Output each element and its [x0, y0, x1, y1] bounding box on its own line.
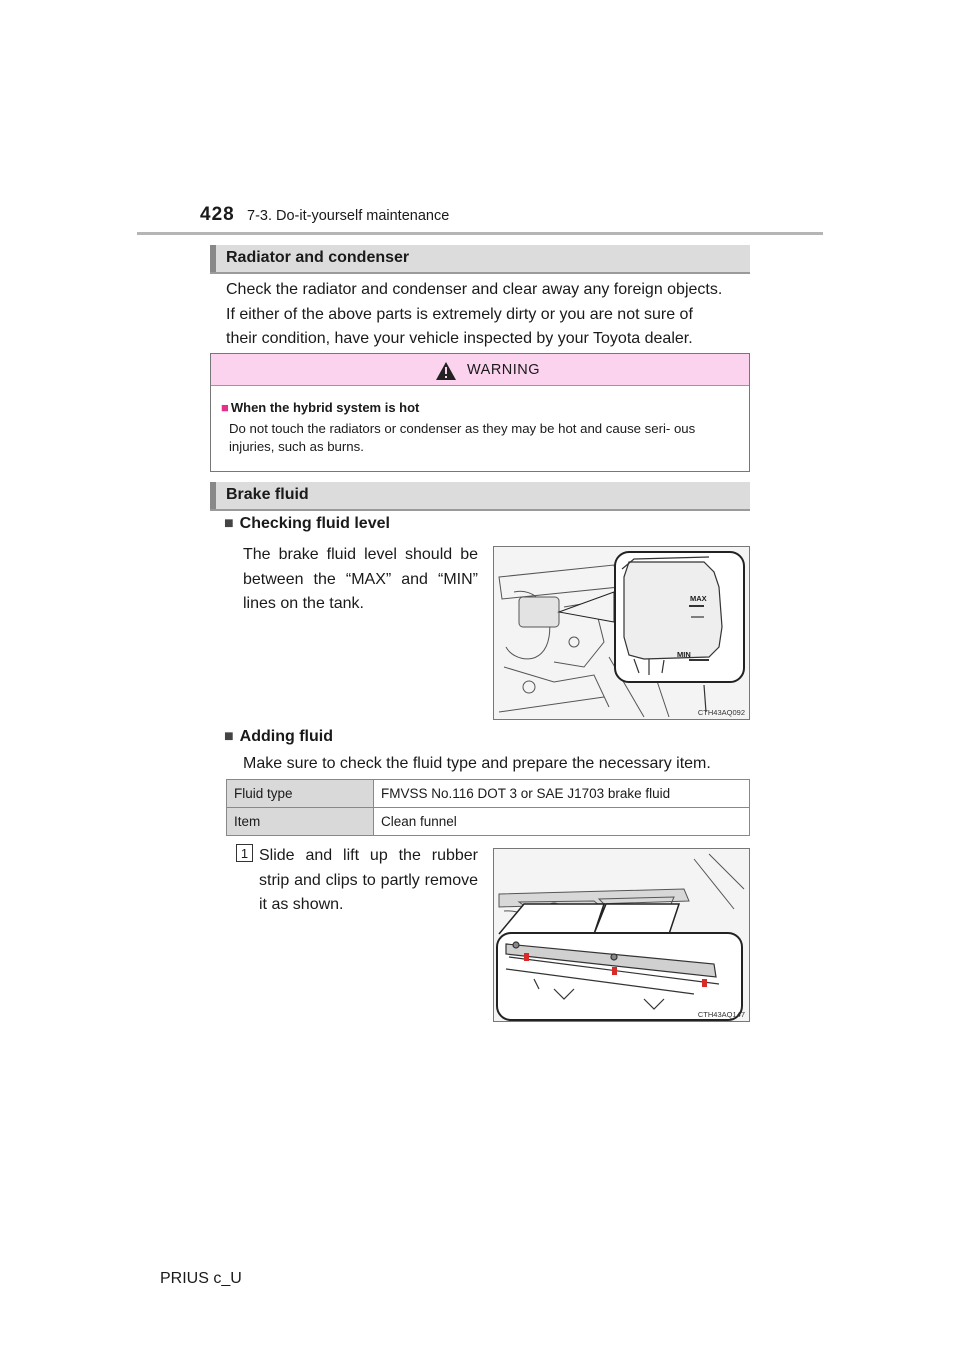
page-number: 428: [200, 204, 235, 225]
table-row: [227, 808, 750, 836]
step-text: Slide and lift up the rubber strip and clips to partly remove it as shown.: [259, 847, 478, 913]
warning-label: WARNING: [467, 362, 541, 378]
bullet-square-icon: ■: [224, 515, 234, 532]
brake-heading-rule: [210, 509, 750, 511]
radiator-heading-rule: [210, 272, 750, 274]
warning-text: Do not touch the radiators or condenser as they may be hot and cause seri- ous injuries, such as burns.: [229, 421, 696, 454]
table-key: Item: [227, 808, 374, 836]
adding-text: Make sure to check the fluid type and prepare the necessary item.: [243, 755, 711, 772]
max-label: MAX: [690, 594, 707, 603]
radiator-line-3: their condition, have your vehicle inspected by your Toyota dealer.: [226, 330, 693, 347]
checking-title: Checking fluid level: [239, 515, 390, 532]
engine-bay-illustration: [494, 547, 750, 720]
warning-box: [210, 353, 750, 472]
step-number: 1: [236, 844, 253, 862]
rubber-strip-figure: [493, 848, 750, 1022]
warning-title: [221, 400, 419, 415]
radiator-heading-text: Radiator and condenser: [226, 249, 410, 266]
radiator-paragraph: [226, 278, 748, 352]
adding-title: Adding fluid: [239, 728, 333, 745]
table-value: FMVSS No.116 DOT 3 or SAE J1703 brake fluid: [374, 780, 750, 808]
radiator-line-2: If either of the above parts is extremely dirty or you are not sure of: [226, 305, 693, 323]
adding-subheading: [224, 728, 333, 746]
warning-title-text: When the hybrid system is hot: [230, 400, 420, 415]
section-title: 7-3. Do-it-yourself maintenance: [247, 208, 450, 224]
brake-heading: [210, 482, 750, 510]
figure-code: CTH43AQ147: [697, 1010, 745, 1019]
bullet-square-icon: ■: [221, 400, 229, 415]
radiator-heading: [210, 245, 750, 273]
footer-model: PRIUS c_U: [160, 1270, 242, 1287]
warning-header: [211, 354, 749, 386]
figure-code: CTH43AQ092: [697, 708, 745, 717]
table-row: [227, 780, 750, 808]
checking-text: The brake fluid level should be between the “MAX” and “MIN” lines on the tank.: [243, 546, 478, 612]
brake-heading-text: Brake fluid: [226, 486, 309, 503]
rubber-strip-illustration: [494, 849, 750, 1022]
header-rule: [137, 232, 823, 235]
table-value: Clean funnel: [374, 808, 750, 836]
warning-triangle-icon: [435, 361, 457, 381]
checking-subheading: [224, 515, 390, 533]
brake-reservoir-figure: [493, 546, 750, 720]
bullet-square-icon: ■: [224, 728, 234, 745]
radiator-line-1: Check the radiator and condenser and clear away any foreign objects.: [226, 281, 723, 298]
table-key: Fluid type: [227, 780, 374, 808]
fluid-spec-table: [226, 779, 750, 836]
min-label: MIN: [677, 650, 691, 659]
